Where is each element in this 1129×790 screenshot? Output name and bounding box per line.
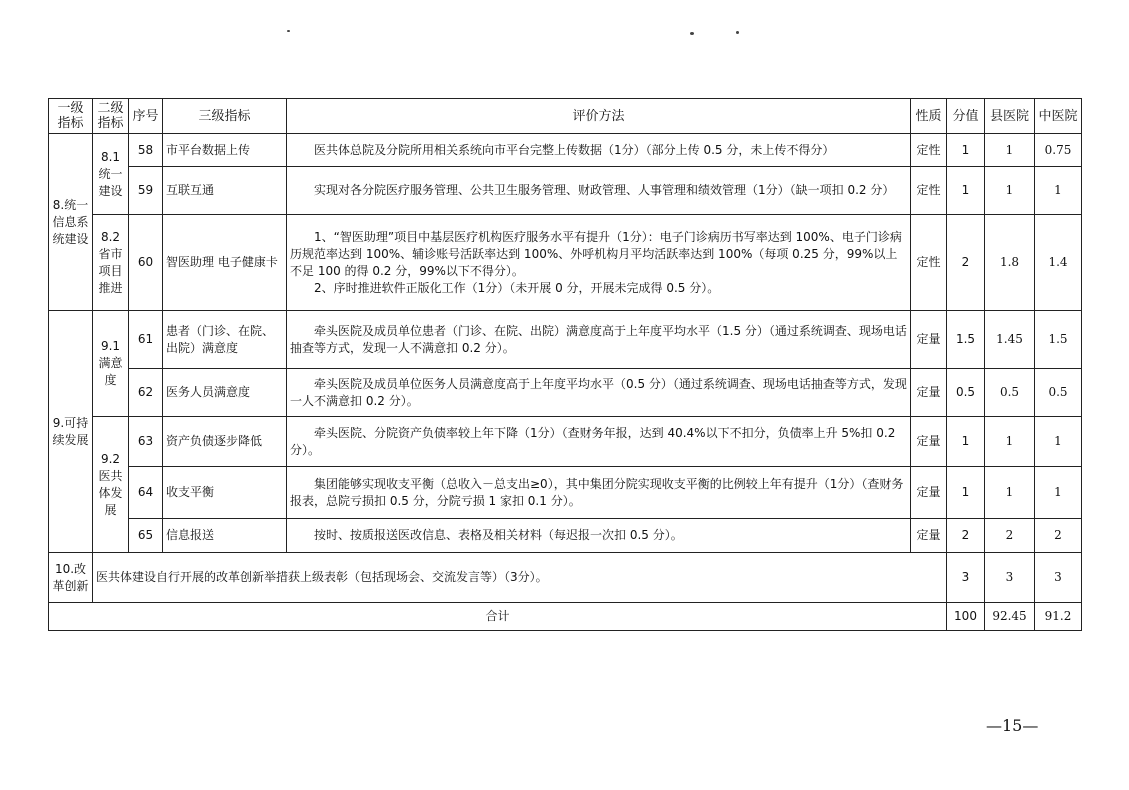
group-8: 8.统一信息系统建设 (49, 134, 93, 311)
score-cell: 1 (947, 417, 985, 467)
seq-cell: 64 (129, 467, 163, 519)
indicator-cell: 医务人员满意度 (163, 369, 287, 417)
score-cell: 0.5 (947, 369, 985, 417)
indicator-cell: 智医助理 电子健康卡 (163, 215, 287, 311)
seq-cell: 63 (129, 417, 163, 467)
tcm-cell: 1 (1035, 417, 1082, 467)
method-cell: 牵头医院及成员单位患者（门诊、在院、出院）满意度高于上年度平均水平（1.5 分）（通过系统调查、现场电话抽查等方式，发现一人不满意扣 0.2 分）。 (287, 311, 911, 369)
page-number: —15— (986, 716, 1039, 735)
county-cell: 1 (985, 417, 1035, 467)
method-cell: 牵头医院、分院资产负债率较上年下降（1分）（查财务年报，达到 40.4%以下不扣分，负债率上升 5%扣 0.2 分）。 (287, 417, 911, 467)
method-cell: 医共体建设自行开展的改革创新举措获上级表彰（包括现场会、交流发言等）（3分）。 (93, 553, 947, 603)
indicator-cell: 资产负债逐步降低 (163, 417, 287, 467)
score-cell: 1 (947, 134, 985, 167)
header-county: 县医院 (985, 99, 1035, 134)
tcm-cell: 1 (1035, 167, 1082, 215)
nature-cell: 定性 (911, 215, 947, 311)
total-tcm: 91.2 (1035, 603, 1082, 631)
score-cell: 1 (947, 467, 985, 519)
table-row (49, 553, 1082, 603)
total-county: 92.45 (985, 603, 1035, 631)
seq-cell: 58 (129, 134, 163, 167)
county-cell: 1.8 (985, 215, 1035, 311)
header-nature: 性质 (911, 99, 947, 134)
scan-speck (690, 32, 694, 35)
header-row (49, 99, 1082, 134)
tcm-cell: 2 (1035, 519, 1082, 553)
table-row (49, 134, 1082, 167)
county-cell: 0.5 (985, 369, 1035, 417)
seq-cell: 60 (129, 215, 163, 311)
indicator-cell: 互联互通 (163, 167, 287, 215)
total-score: 100 (947, 603, 985, 631)
header-score: 分值 (947, 99, 985, 134)
header-method: 评价方法 (287, 99, 911, 134)
method-cell: 实现对各分院医疗服务管理、公共卫生服务管理、财政管理、人事管理和绩效管理（1分）（缺一项扣 0.2 分） (287, 167, 911, 215)
score-cell: 2 (947, 519, 985, 553)
header-seq: 序号 (129, 99, 163, 134)
indicator-cell: 收支平衡 (163, 467, 287, 519)
total-row (49, 603, 1082, 631)
nature-cell: 定量 (911, 369, 947, 417)
header-level3: 三级指标 (163, 99, 287, 134)
table-row (49, 519, 1082, 553)
tcm-cell: 1.4 (1035, 215, 1082, 311)
group-8-2: 8.2省市项目推进 (93, 215, 129, 311)
table-row (49, 167, 1082, 215)
seq-cell: 62 (129, 369, 163, 417)
nature-cell: 定性 (911, 167, 947, 215)
evaluation-table (48, 98, 1082, 631)
method-item-1: 1、“智医助理”项目中基层医疗机构医疗服务水平有提升（1分）：电子门诊病历书写率达到 100%、电子门诊病历规范率达到 100%、辅诊账号活跃率达到 100%、外呼机构月平均活跃率达到 100%（每项 0.25 分，99%以上不足 100 的得 0.2 分，99%以下不得分）。 (290, 229, 902, 278)
group-9-2: 9.2医共体发展 (93, 417, 129, 553)
method-cell: 集团能够实现收支平衡（总收入－总支出≥0），其中集团分院实现收支平衡的比例较上年有提升（1分）（查财务报表，总院亏损扣 0.5 分，分院亏损 1 家扣 0.1 分）。 (287, 467, 911, 519)
table-row (49, 311, 1082, 369)
header-level2: 二级指标 (93, 99, 129, 134)
method-cell: 牵头医院及成员单位医务人员满意度高于上年度平均水平（0.5 分）（通过系统调查、现场电话抽查等方式，发现一人不满意扣 0.2 分）。 (287, 369, 911, 417)
table-row (49, 467, 1082, 519)
score-cell: 1.5 (947, 311, 985, 369)
county-cell: 1 (985, 167, 1035, 215)
indicator-cell: 信息报送 (163, 519, 287, 553)
county-cell: 1.45 (985, 311, 1035, 369)
score-cell: 1 (947, 167, 985, 215)
group-8-1: 8.1统一建设 (93, 134, 129, 215)
group-9: 9.可持续发展 (49, 311, 93, 553)
header-tcm: 中医院 (1035, 99, 1082, 134)
nature-cell: 定量 (911, 311, 947, 369)
tcm-cell: 0.75 (1035, 134, 1082, 167)
method-cell: 按时、按质报送医改信息、表格及相关材料（每迟报一次扣 0.5 分）。 (287, 519, 911, 553)
total-label: 合计 (49, 603, 947, 631)
group-10: 10.改革创新 (49, 553, 93, 603)
county-cell: 1 (985, 134, 1035, 167)
score-cell: 3 (947, 553, 985, 603)
tcm-cell: 0.5 (1035, 369, 1082, 417)
tcm-cell: 1 (1035, 467, 1082, 519)
table-row (49, 417, 1082, 467)
group-9-1: 9.1满意度 (93, 311, 129, 417)
scan-speck (736, 31, 739, 34)
table-row (49, 369, 1082, 417)
method-item-2: 2、序时推进软件正版化工作（1分）（未开展 0 分，开展未完成得 0.5 分）。 (314, 280, 720, 295)
nature-cell: 定量 (911, 467, 947, 519)
tcm-cell: 3 (1035, 553, 1082, 603)
scan-speck (287, 30, 290, 32)
nature-cell: 定量 (911, 519, 947, 553)
seq-cell: 65 (129, 519, 163, 553)
county-cell: 2 (985, 519, 1035, 553)
header-level1: 一级指标 (49, 99, 93, 134)
county-cell: 1 (985, 467, 1035, 519)
score-cell: 2 (947, 215, 985, 311)
method-cell (287, 215, 911, 311)
table-row (49, 215, 1082, 311)
nature-cell: 定量 (911, 417, 947, 467)
nature-cell: 定性 (911, 134, 947, 167)
tcm-cell: 1.5 (1035, 311, 1082, 369)
county-cell: 3 (985, 553, 1035, 603)
indicator-cell: 患者（门诊、在院、出院）满意度 (163, 311, 287, 369)
seq-cell: 59 (129, 167, 163, 215)
method-cell: 医共体总院及分院所用相关系统向市平台完整上传数据（1分）（部分上传 0.5 分，未上传不得分） (287, 134, 911, 167)
indicator-cell: 市平台数据上传 (163, 134, 287, 167)
seq-cell: 61 (129, 311, 163, 369)
